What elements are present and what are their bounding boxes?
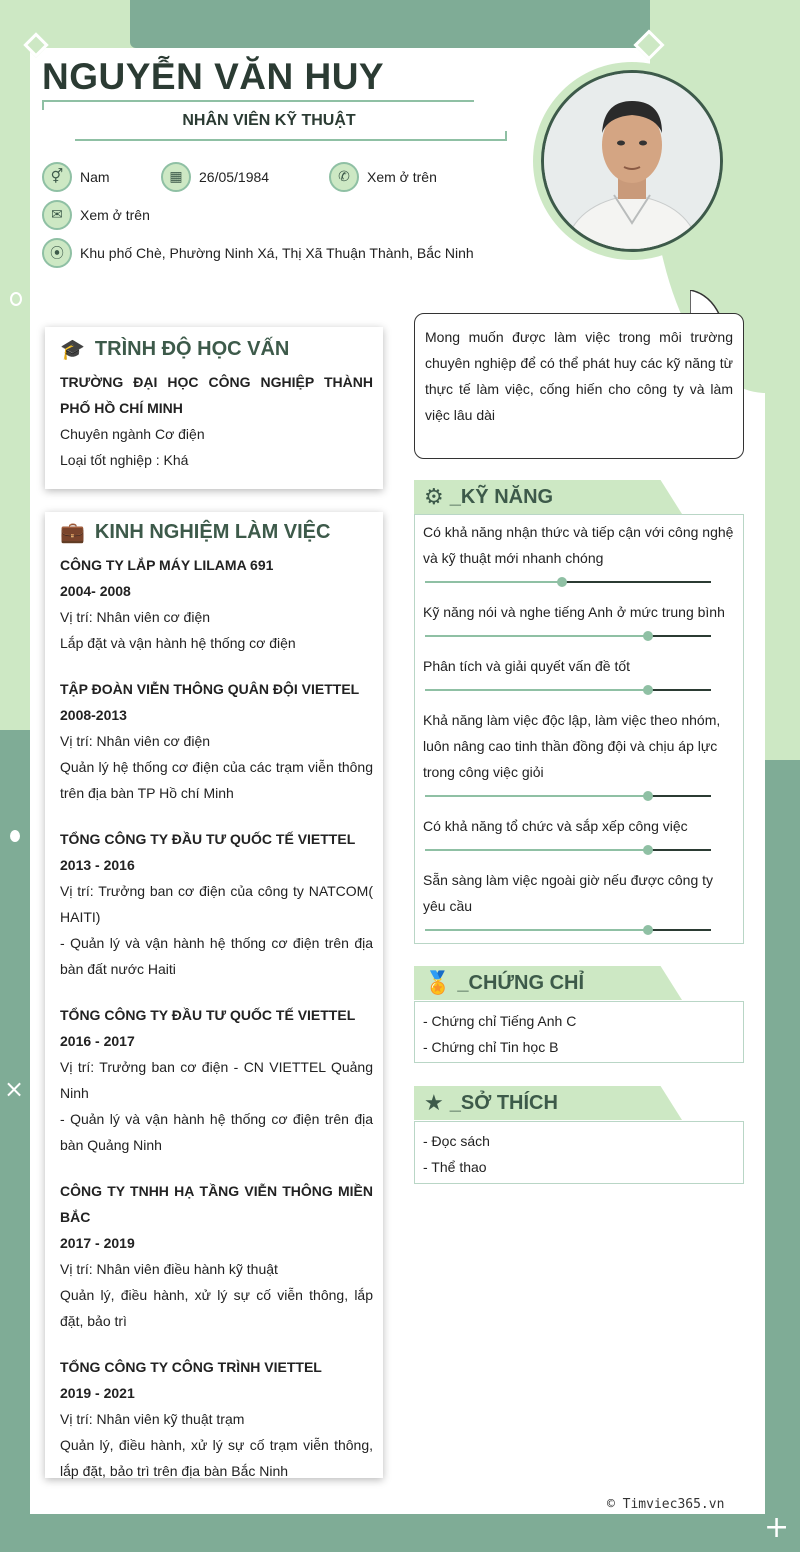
experience-company: TỔNG CÔNG TY ĐẦU TƯ QUỐC TẾ VIETTEL (60, 831, 356, 847)
background-bottom-band (0, 1515, 800, 1552)
hobby-item: - Đọc sách (423, 1133, 490, 1149)
phone-icon: ✆ (329, 162, 359, 192)
birthday-row (161, 162, 269, 192)
skill-item (423, 653, 735, 697)
education-heading: 🎓 TRÌNH ĐỘ HỌC VẤN (60, 337, 290, 361)
experience-entry (60, 552, 373, 656)
education-school: TRƯỜNG ĐẠI HỌC CÔNG NGHIỆP THÀNH PHỐ HỒ CHÍ MINH (60, 374, 373, 416)
experience-entry (60, 1178, 373, 1334)
experience-entry (60, 826, 373, 982)
education-grade: Loại tốt nghiệp : Khá (60, 452, 189, 468)
experience-position: Vị trí: Nhân viên cơ điện (60, 733, 211, 749)
experience-period: 2019 - 2021 (60, 1385, 135, 1401)
experience-period: 2013 - 2016 (60, 857, 135, 873)
title-underline (75, 139, 507, 141)
phone-row (329, 162, 437, 192)
star-icon: ★ (424, 1090, 444, 1116)
experience-position: Vị trí: Nhân viên điều hành kỹ thuật (60, 1261, 278, 1277)
name-underline-tick (42, 100, 44, 110)
hobby-item: - Thể thao (423, 1159, 487, 1175)
person-portrait-icon (544, 73, 720, 249)
experience-description: - Quản lý và vận hành hệ thống cơ điện trên địa bàn đất nước Haiti (60, 935, 373, 977)
experience-description: Lắp đặt và vận hành hệ thống cơ điện (60, 635, 296, 651)
experience-description: - Quản lý và vận hành hệ thống cơ điện trên địa bàn Quảng Ninh (60, 1111, 373, 1153)
experience-period: 2017 - 2019 (60, 1235, 135, 1251)
birthday-value: 26/05/1984 (199, 169, 270, 185)
career-objective: Mong muốn được làm việc trong môi trường chuyên nghiệp để có thể phát huy các kỹ năng từ thực tế làm việc, cống hiến cho công ty và làm việc lâu dài (414, 313, 744, 459)
experience-position: Vị trí: Nhân viên kỹ thuật trạm (60, 1411, 245, 1427)
skill-text: Sẵn sàng làm việc ngoài giờ nếu được công ty yêu cầu (423, 872, 714, 914)
skill-knob (643, 925, 653, 935)
skills-list (414, 514, 744, 944)
ring-decoration (10, 292, 22, 306)
certificate-item: - Chứng chỉ Tiếng Anh C (423, 1013, 577, 1029)
skill-item (423, 707, 735, 803)
experience-period: 2004- 2008 (60, 583, 131, 599)
experience-company: TỔNG CÔNG TY ĐẦU TƯ QUỐC TẾ VIETTEL (60, 1007, 356, 1023)
experience-card (45, 512, 383, 1478)
email-value: Xem ở trên (80, 207, 150, 223)
experience-description: Quản lý hệ thống cơ điện của các trạm viễn thông trên địa bàn TP Hồ chí Minh (60, 759, 373, 801)
award-icon: 🏅 (424, 970, 452, 996)
graduation-cap-icon: 🎓 (60, 337, 85, 361)
education-card (45, 327, 383, 489)
skill-item (423, 519, 735, 589)
education-major: Chuyên ngành Cơ điện (60, 426, 205, 442)
skill-text: Kỹ năng nói và nghe tiếng Anh ở mức trung bình (423, 604, 725, 620)
skill-text: Khả năng làm việc độc lập, làm việc theo nhóm, luôn nâng cao tinh thần đồng đội và chịu áp lực trong công việc giỏi (423, 712, 721, 780)
experience-company: CÔNG TY TNHH HẠ TẦNG VIỄN THÔNG MIỀN BẮC (60, 1183, 373, 1225)
name-underline (42, 100, 474, 102)
skill-fill (425, 635, 648, 637)
certificate-item: - Chứng chỉ Tin học B (423, 1039, 559, 1055)
skill-knob (643, 791, 653, 801)
location-pin-icon: ⦿ (42, 238, 72, 268)
skill-knob (643, 685, 653, 695)
cross-decoration: × (4, 1075, 25, 1103)
skill-text: Có khả năng tổ chức và sắp xếp công việc (423, 818, 688, 834)
skill-fill (425, 849, 648, 851)
gender-row (42, 162, 110, 192)
experience-position: Vị trí: Nhân viên cơ điện (60, 609, 211, 625)
skill-fill (425, 929, 648, 931)
experience-period: 2016 - 2017 (60, 1033, 135, 1049)
skill-fill (425, 581, 562, 583)
skill-level-bar (425, 789, 711, 803)
experience-period: 2008-2013 (60, 707, 127, 723)
skill-knob (557, 577, 567, 587)
hobbies-list (414, 1121, 744, 1184)
certificates-header: 🏅 _CHỨNG CHỈ (414, 966, 744, 1000)
address-value: Khu phố Chè, Phường Ninh Xá, Thị Xã Thuận Thành, Bắc Ninh (80, 245, 474, 261)
skill-item (423, 867, 735, 937)
skill-text: Phân tích và giải quyết vấn đề tốt (423, 658, 631, 674)
background-top-band (130, 0, 650, 48)
dot-decoration (10, 830, 20, 842)
gender-icon: ⚥ (42, 162, 72, 192)
experience-description: Quản lý, điều hành, xử lý sự cố trạm viễn thông, lắp đặt, bảo trì trên địa bàn Bắc Ninh (60, 1437, 373, 1479)
skill-level-bar (425, 923, 711, 937)
hobbies-header: ★ _SỞ THÍCH (414, 1086, 744, 1120)
experience-heading: 💼 KINH NGHIỆM LÀM VIỆC (60, 520, 331, 544)
experience-entry (60, 676, 373, 806)
skill-knob (643, 845, 653, 855)
phone-value: Xem ở trên (367, 169, 437, 185)
skill-item (423, 813, 735, 857)
skill-level-bar (425, 629, 711, 643)
skill-text: Có khả năng nhận thức và tiếp cận với công nghệ và kỹ thuật mới nhanh chóng (423, 524, 734, 566)
experience-description: Quản lý, điều hành, xử lý sự cố viễn thông, lắp đặt, bảo trì (60, 1287, 373, 1329)
skill-knob (643, 631, 653, 641)
experience-position: Vị trí: Trưởng ban cơ điện - CN VIETTEL Quảng Ninh (60, 1059, 373, 1101)
experience-company: TẬP ĐOÀN VIỄN THÔNG QUÂN ĐỘI VIETTEL (60, 681, 360, 697)
skill-item (423, 599, 735, 643)
experience-list (60, 552, 373, 1484)
email-row (42, 200, 150, 230)
envelope-icon: ✉ (42, 200, 72, 230)
briefcase-icon: 💼 (60, 520, 85, 544)
footer-credit: © Timviec365.vn (607, 1497, 725, 1512)
experience-company: TỔNG CÔNG TY CÔNG TRÌNH VIETTEL (60, 1359, 322, 1375)
skill-level-bar (425, 683, 711, 697)
skill-level-bar (425, 575, 711, 589)
avatar (541, 70, 723, 252)
plus-decoration: + (764, 1510, 790, 1545)
certificates-list (414, 1001, 744, 1063)
skill-fill (425, 689, 648, 691)
experience-entry (60, 1002, 373, 1158)
skill-level-bar (425, 843, 711, 857)
experience-position: Vị trí: Trưởng ban cơ điện của công ty NATCOM( HAITI) (60, 883, 373, 925)
address-row (42, 238, 474, 268)
title-underline-tick (505, 131, 507, 141)
gear-icon: ⚙ (424, 484, 444, 510)
skills-header: ⚙ _KỸ NĂNG (414, 480, 744, 514)
gender-value: Nam (80, 169, 110, 185)
calendar-icon: ▦ (161, 162, 191, 192)
skill-fill (425, 795, 648, 797)
candidate-name: NGUYỄN VĂN HUY (42, 56, 385, 97)
experience-entry (60, 1354, 373, 1484)
experience-company: CÔNG TY LẮP MÁY LILAMA 691 (60, 557, 274, 573)
job-title: NHÂN VIÊN KỸ THUẬT (182, 112, 356, 129)
